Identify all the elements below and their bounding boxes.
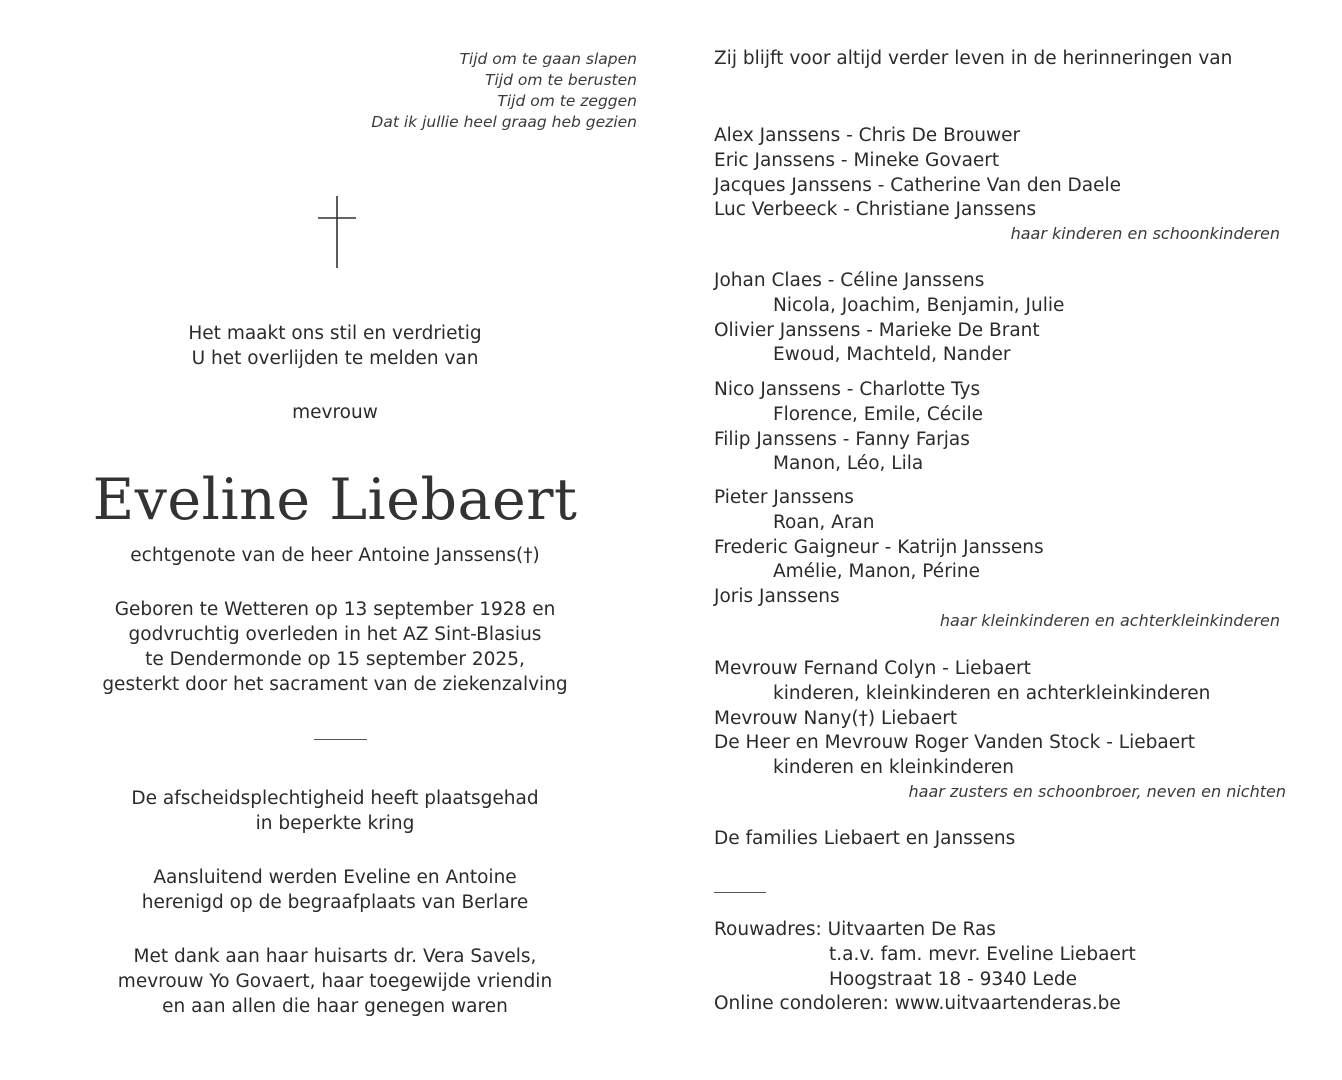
list-item: Alex Janssens - Chris De Brouwer	[714, 125, 1021, 146]
children-list	[714, 124, 1121, 223]
list-item: De Heer en Mevrouw Roger Vanden Stock - Liebaert	[714, 732, 1195, 754]
list-item: Olivier Janssens - Marieke De Brant	[714, 319, 1040, 341]
deceased-name: Eveline Liebaert	[92, 467, 578, 533]
list-item: Johan Claes - Céline Janssens	[714, 270, 985, 291]
spouse-line: echtgenote van de heer Antoine Janssens(†)	[130, 545, 540, 566]
children-note: haar kinderen en schoonkinderen	[1010, 224, 1280, 243]
siblings-list	[714, 657, 1210, 781]
grandchildren-group-1	[714, 269, 1064, 368]
birth-death-info: Geboren te Wetteren op 13 september 1928 en godvruchtig overleden in het AZ Sint-Blasius te Dendermonde op 15 september 2025, gesterkt door het sacrament van de ziekenzalving	[102, 599, 568, 695]
list-item: Florence, Emile, Cécile	[773, 403, 983, 425]
list-item: kinderen en kleinkinderen	[773, 757, 1014, 779]
divider	[314, 739, 367, 740]
list-item: Filip Janssens - Fanny Farjas	[714, 428, 970, 450]
title-mevrouw: mevrouw	[292, 402, 378, 423]
poem	[237, 49, 637, 133]
list-item: Jacques Janssens - Catherine Van den Daele	[714, 174, 1122, 196]
list-item: Eric Janssens - Mineke Govaert	[714, 149, 1000, 171]
list-item: Nicola, Joachim, Benjamin, Julie	[773, 294, 1065, 316]
address-line: Rouwadres: Uitvaarten De Ras	[714, 919, 996, 940]
list-item: Mevrouw Nany(†) Liebaert	[714, 707, 958, 729]
list-item: Pieter Janssens	[714, 487, 854, 508]
families-line: De families Liebaert en Janssens	[714, 828, 1016, 849]
grandchildren-group-3	[714, 486, 1044, 610]
grandchildren-group-2	[714, 378, 983, 477]
burial-info: Aansluitend werden Eveline en Antoine herenigd op de begraafplaats van Berlare	[141, 867, 529, 913]
address-line: Hoogstraat 18 - 9340 Lede	[829, 968, 1078, 990]
poem-line: Tijd om te gaan slapen	[459, 50, 637, 68]
list-item: Amélie, Manon, Périne	[773, 561, 981, 583]
siblings-note: haar zusters en schoonbroer, neven en nichten	[908, 782, 1286, 801]
list-item: Mevrouw Fernand Colyn - Liebaert	[714, 658, 1031, 679]
thanks: Met dank aan haar huisarts dr. Vera Savels, mevrouw Yo Govaert, haar toegewijde vriendin en aan allen die haar genegen waren	[117, 946, 553, 1017]
list-item: Nico Janssens - Charlotte Tys	[714, 379, 981, 400]
cross-icon	[318, 196, 356, 268]
list-item: Luc Verbeeck - Christiane Janssens	[714, 199, 1037, 221]
address-block	[714, 918, 1136, 1017]
intro-line: Zij blijft voor altijd verder leven in de herinneringen van	[714, 48, 1233, 69]
list-item: kinderen, kleinkinderen en achterkleinkinderen	[773, 682, 1211, 704]
condolence-link[interactable]: Online condoleren: www.uitvaartenderas.be	[714, 993, 1121, 1015]
list-item: Ewoud, Machteld, Nander	[773, 344, 1011, 366]
list-item: Frederic Gaigneur - Katrijn Janssens	[714, 536, 1044, 558]
ceremony-info: De afscheidsplechtigheid heeft plaatsgehad in beperkte kring	[131, 788, 539, 834]
address-line: t.a.v. fam. mevr. Eveline Liebaert	[829, 943, 1136, 965]
list-item: Roan, Aran	[773, 511, 875, 533]
grandchildren-note: haar kleinkinderen en achterkleinkinderen	[939, 611, 1280, 630]
list-item: Joris Janssens	[714, 586, 840, 608]
announcement-intro: Het maakt ons stil en verdrietig U het overlijden te melden van	[188, 323, 482, 369]
poem-line: Tijd om te berusten	[485, 71, 637, 89]
poem-line: Dat ik jullie heel graag heb gezien	[371, 113, 637, 131]
poem-line: Tijd om te zeggen	[497, 92, 637, 110]
list-item: Manon, Léo, Lila	[773, 453, 924, 475]
divider	[714, 892, 766, 893]
